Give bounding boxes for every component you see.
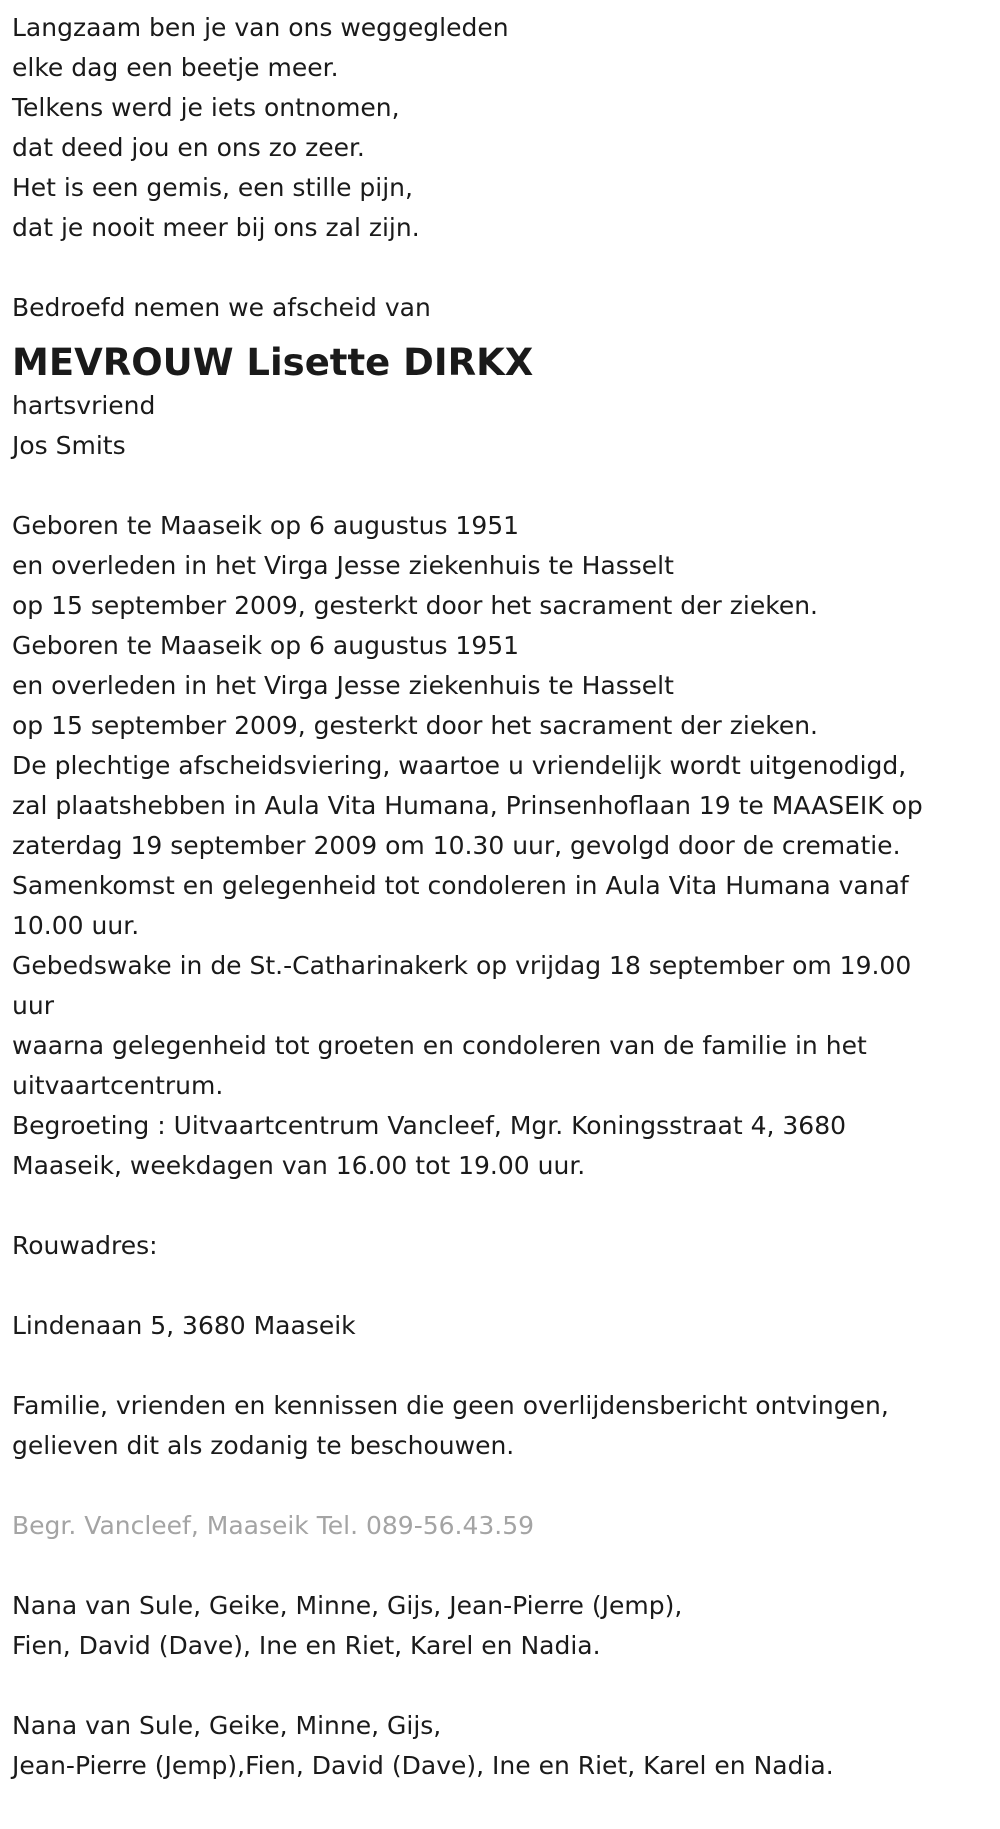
detail-line: Geboren te Maaseik op 6 augustus 1951 [12,511,520,540]
detail-line: uur [12,991,54,1020]
spacer [12,1186,988,1226]
detail-line: Gebedswake in de St.-Catharinakerk op vrijdag 18 september om 19.00 [12,951,912,980]
detail-line: en overleden in het Virga Jesse ziekenhuis te Hasselt [12,671,674,700]
notice-block [12,1386,988,1466]
poem [12,8,988,248]
detail-line: Geboren te Maaseik op 6 augustus 1951 [12,631,520,660]
funeral-home-contact: Begr. Vancleef, Maaseik Tel. 089-56.43.59 [12,1511,535,1540]
detail-line: en overleden in het Virga Jesse ziekenhuis te Hasselt [12,551,674,580]
detail-line: zaterdag 19 september 2009 om 10.30 uur, gevolgd door de crematie. [12,831,901,860]
detail-line: Maaseik, weekdagen van 16.00 tot 19.00 uur. [12,1151,586,1180]
detail-line: Begroeting : Uitvaartcentrum Vancleef, Mgr. Koningsstraat 4, 3680 [12,1111,847,1140]
family-block [12,1586,988,1666]
poem-line: dat deed jou en ons zo zeer. [12,133,365,162]
family-line: Fien, David (Dave), Ine en Riet, Karel en Nadia. [12,1631,601,1660]
relation-label: hartsvriend [12,391,156,420]
address-label: Rouwadres: [12,1231,158,1260]
spacer [12,1466,988,1506]
spacer [12,248,988,288]
partner-name: Jos Smits [12,431,126,460]
poem-line: Het is een gemis, een stille pijn, [12,173,413,202]
intro-text: Bedroefd nemen we afscheid van [12,293,431,322]
detail-line: 10.00 uur. [12,911,140,940]
detail-line: waarna gelegenheid tot groeten en condoleren van de familie in het [12,1031,867,1060]
poem-line: Telkens werd je iets ontnomen, [12,93,400,122]
family-block [12,1706,988,1786]
spacer [12,1346,988,1386]
detail-line: op 15 september 2009, gesterkt door het sacrament der zieken. [12,591,818,620]
spacer [12,1546,988,1586]
details-block [12,506,988,1186]
family-line: Nana van Sule, Geike, Minne, Gijs, Jean-Pierre (Jemp), [12,1591,683,1620]
family-line: Nana van Sule, Geike, Minne, Gijs, [12,1711,442,1740]
notice-line: Familie, vrienden en kennissen die geen overlijdensbericht ontvingen, [12,1391,889,1420]
spacer [12,1266,988,1306]
detail-line: op 15 september 2009, gesterkt door het sacrament der zieken. [12,711,818,740]
mourning-address: Lindenaan 5, 3680 Maaseik [12,1311,356,1340]
detail-line: uitvaartcentrum. [12,1071,224,1100]
deceased-name: MEVROUW Lisette DIRKX [12,341,534,384]
detail-line: Samenkomst en gelegenheid tot condoleren in Aula Vita Humana vanaf [12,871,909,900]
poem-line: dat je nooit meer bij ons zal zijn. [12,213,420,242]
poem-line: elke dag een beetje meer. [12,53,339,82]
spacer [12,1666,988,1706]
family-line: Jean-Pierre (Jemp),Fien, David (Dave), Ine en Riet, Karel en Nadia. [12,1751,834,1780]
spacer [12,466,988,506]
spacer [12,328,988,338]
poem-line: Langzaam ben je van ons weggegleden [12,13,509,42]
detail-line: De plechtige afscheidsviering, waartoe u vriendelijk wordt uitgenodigd, [12,751,907,780]
detail-line: zal plaatshebben in Aula Vita Humana, Prinsenhoflaan 19 te MAASEIK op [12,791,923,820]
notice-line: gelieven dit als zodanig te beschouwen. [12,1431,515,1460]
